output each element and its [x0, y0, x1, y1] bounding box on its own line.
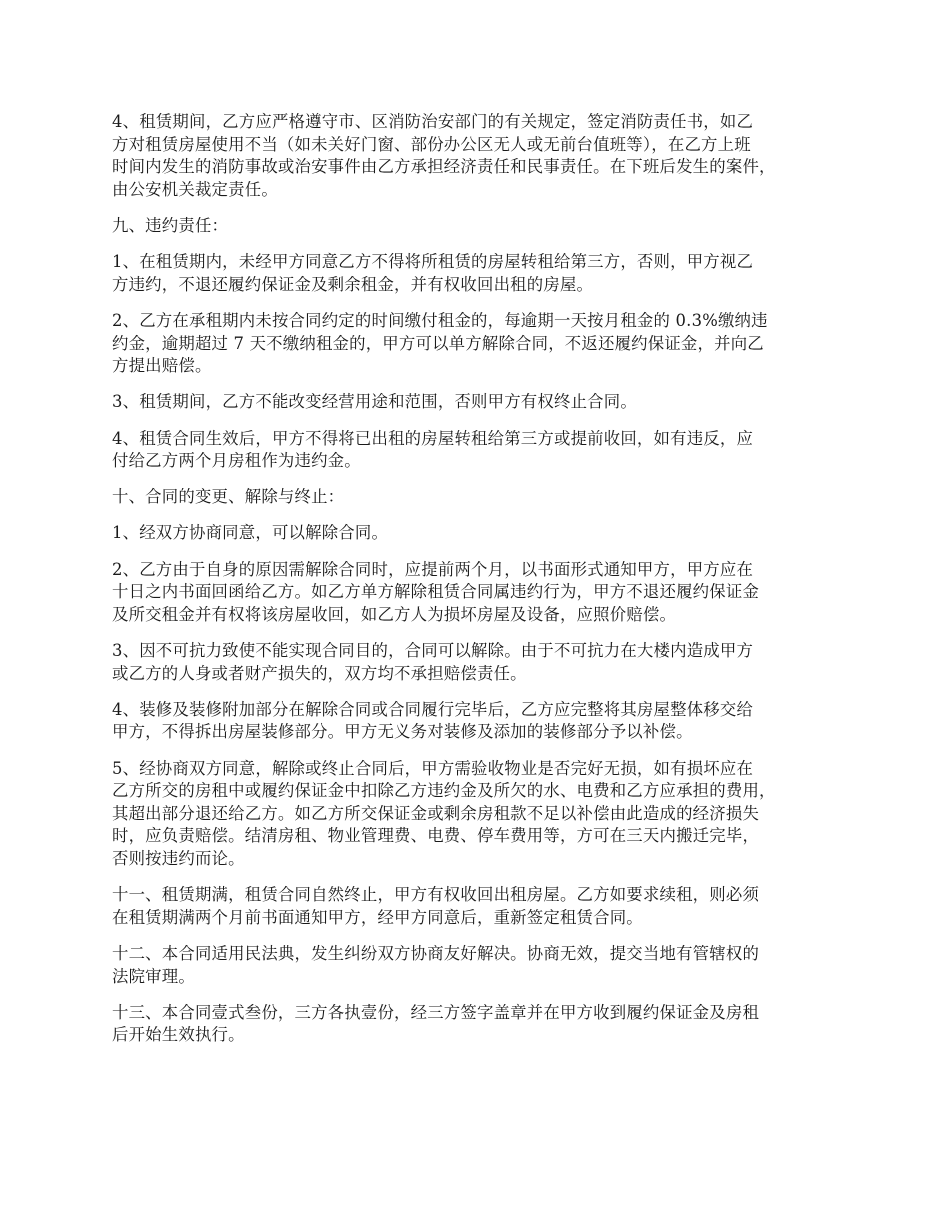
text-line: 4、租赁合同生效后，甲方不得将已出租的房屋转租给第三方或提前收回，如有违反，应 [112, 428, 754, 448]
clause-12-governing-law [112, 943, 860, 988]
text-line: 法院审理。 [112, 966, 195, 986]
text-line: 3、租赁期间，乙方不能改变经营用途和范围，否则甲方有权终止合同。 [112, 392, 637, 412]
text-line: 十日之内书面回函给乙方。如乙方单方解除租赁合同属违约行为，甲方不退还履约保证金 [112, 582, 760, 602]
text-line: 方对租赁房屋使用不当（如未关好门窗、部份办公区无人或无前台值班等），在乙方上班 [112, 134, 751, 154]
clause-9-4 [112, 428, 860, 473]
text-line: 在租赁期满两个月前书面通知甲方，经甲方同意后，重新签定租赁合同。 [112, 907, 643, 927]
clause-10-1 [112, 522, 860, 545]
text-line: 由公安机关裁定责任。 [112, 179, 278, 199]
clause-9-3 [112, 391, 860, 414]
text-line: 1、经双方协商同意，可以解除合同。 [112, 523, 389, 543]
text-line: 2、乙方由于自身的原因需解除合同时，应提前两个月，以书面形式通知甲方，甲方应在 [112, 559, 754, 579]
text-line: 九、违约责任： [112, 215, 229, 235]
text-line: 或乙方的人身或者财产损失的，双方均不承担赔偿责任。 [112, 663, 527, 683]
clause-8-4 [112, 111, 860, 201]
text-line: 4、装修及装修附加部分在解除合同或合同履行完毕后，乙方应完整将其房屋整体移交给 [112, 699, 754, 719]
text-line: 5、经协商双方同意，解除或终止合同后，甲方需验收物业是否完好无损，如有损坏应在 [112, 758, 754, 778]
text-line: 十二、本合同适用民法典，发生纠纷双方协商友好解决。协商无效，提交当地有管辖权的 [112, 943, 760, 963]
clause-10-4 [112, 699, 860, 744]
text-line: 乙方所交的房租中或履约保证金中扣除乙方违约金及所欠的水、电费和乙方应承担的费用， [112, 781, 776, 801]
clause-10-5 [112, 758, 860, 871]
document-page [112, 111, 860, 1061]
text-line: 2、乙方在承租期内未按合同约定的时间缴付租金的，每逾期一天按月租金的 0.3%缴纳违 [112, 310, 768, 330]
clause-13-copies [112, 1002, 860, 1047]
text-line: 时间内发生的消防事故或治安事件由乙方承担经济责任和民事责任。在下班后发生的案件， [112, 157, 776, 177]
text-line: 十一、租赁期满，租赁合同自然终止，甲方有权收回出租房屋。乙方如要求续租，则必须 [112, 885, 760, 905]
clause-9-2 [112, 310, 860, 378]
text-line: 十三、本合同壹式叁份，三方各执壹份，经三方签字盖章并在甲方收到履约保证金及房租 [112, 1002, 760, 1022]
text-line: 4、租赁期间，乙方应严格遵守市、区消防治安部门的有关规定，签定消防责任书，如乙 [112, 112, 754, 131]
text-line: 后开始生效执行。 [112, 1025, 245, 1045]
text-line: 十、合同的变更、解除与终止： [112, 487, 345, 507]
section-heading-contract-termination [112, 486, 860, 509]
text-line: 付给乙方两个月房租作为违约金。 [112, 451, 361, 471]
text-line: 约金，逾期超过 7 天不缴纳租金的，甲方可以单方解除合同，不返还履约保证金，并向乙 [112, 333, 764, 353]
text-line: 其超出部分退还给乙方。如乙方所交保证金或剩余房租款不足以补偿由此造成的经济损失 [112, 803, 760, 823]
clause-10-2 [112, 559, 860, 627]
clause-10-3 [112, 640, 860, 685]
text-line: 方违约，不退还履约保证金及剩余租金，并有权收回出租的房屋。 [112, 274, 594, 294]
text-line: 否则按违约而论。 [112, 848, 245, 868]
clause-9-1 [112, 251, 860, 296]
text-line: 1、在租赁期内，未经甲方同意乙方不得将所租赁的房屋转租给第三方，否则，甲方视乙 [112, 252, 754, 272]
text-line: 甲方，不得拆出房屋装修部分。甲方无义务对装修及添加的装修部分予以补偿。 [112, 722, 693, 742]
text-line: 方提出赔偿。 [112, 356, 212, 376]
text-line: 3、因不可抗力致使不能实现合同目的，合同可以解除。由于不可抗力在大楼内造成甲方 [112, 641, 754, 661]
clause-11-lease-expiry [112, 884, 860, 929]
text-line: 及所交租金并有权将该房屋收回，如乙方人为损坏房屋及设备，应照价赔偿。 [112, 604, 677, 624]
text-line: 时，应负责赔偿。结清房租、物业管理费、电费、停车费用等，方可在三天内搬迁完毕， [112, 826, 760, 846]
section-heading-breach-liability [112, 215, 860, 238]
